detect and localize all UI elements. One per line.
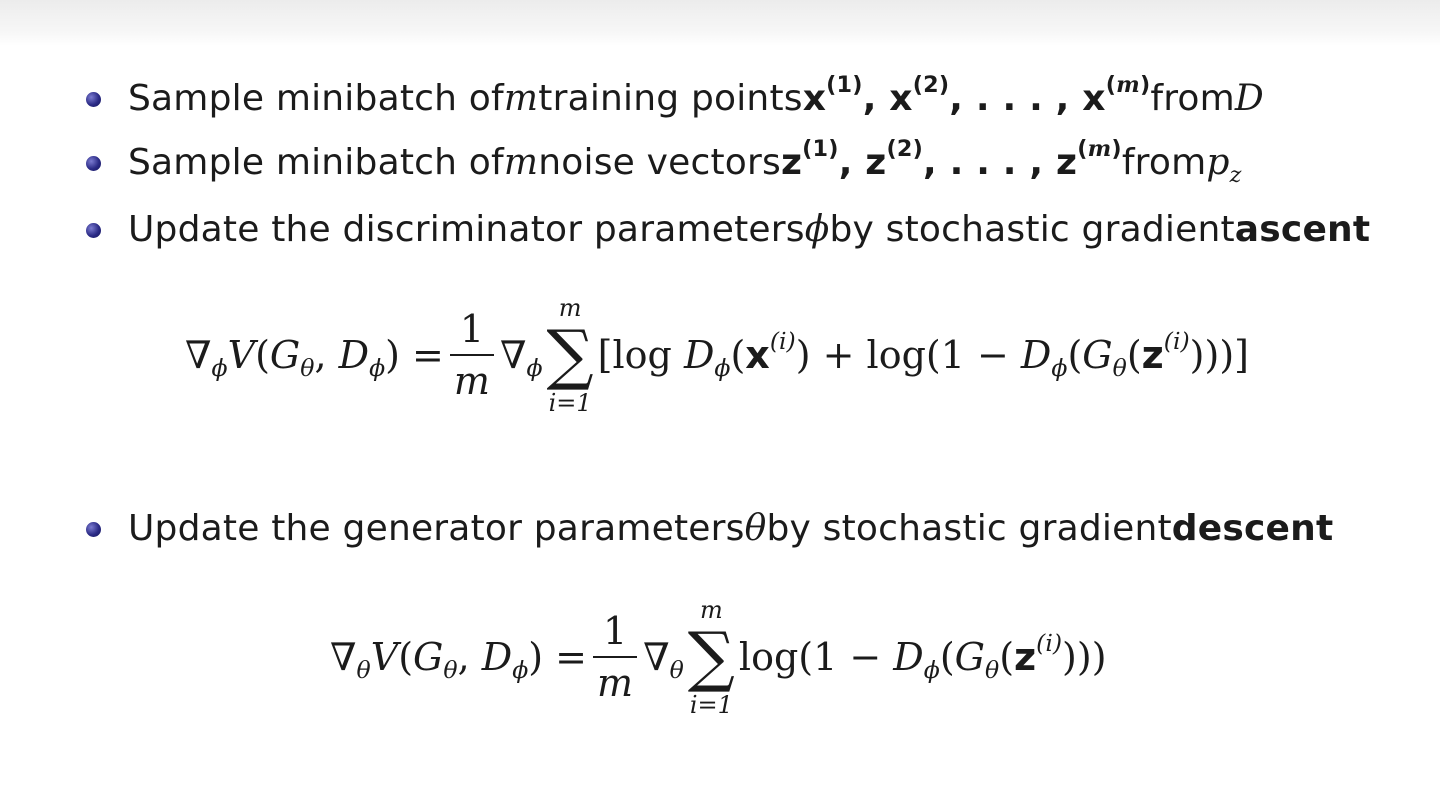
fraction-denominator: m	[593, 656, 637, 702]
bullet-dot-icon	[86, 156, 101, 171]
bullet-dot-icon	[86, 522, 101, 537]
bullet-suffix: from	[1150, 78, 1235, 119]
sum-lower-limit: i=1	[689, 690, 733, 719]
training-points-math: $x^{(1)}$, $x^{(2)}$, . . . , $x^{(m)}$	[802, 72, 1151, 119]
slide-top-shadow	[0, 0, 1440, 46]
bullet-dot-icon	[86, 92, 101, 107]
noise-distribution-symbol	[1206, 142, 1242, 188]
summation	[547, 296, 594, 415]
bullet-middle: by stochastic gradient	[829, 209, 1235, 250]
bullet-item-update-discriminator	[86, 209, 1370, 250]
variable-theta: θ	[744, 508, 767, 549]
noise-distribution-p: p	[1206, 142, 1230, 183]
dataset-symbol: D	[1234, 78, 1264, 119]
sum-upper-limit: m	[699, 596, 723, 624]
sigma-symbol: ∑	[687, 618, 735, 695]
fraction-numerator: 1	[459, 307, 484, 352]
bullet-middle: noise vectors	[538, 142, 781, 183]
generator-gradient-equation	[330, 598, 1107, 717]
emphasis-descent: descent	[1171, 508, 1334, 549]
bullet-middle: by stochastic gradient	[766, 508, 1172, 549]
noise-vectors-math: $z^{(1)}$, $z^{(2)}$, . . . , $z^{(m)}$	[781, 136, 1122, 183]
fraction-numerator: 1	[602, 609, 628, 654]
fraction-one-over-m	[450, 307, 494, 404]
bullet-dot-icon	[86, 223, 101, 238]
bullet-suffix: from	[1121, 142, 1207, 183]
summation	[688, 598, 735, 717]
noise-distribution-sub: z	[1229, 161, 1242, 188]
bullet-item-sample-noise	[86, 136, 1242, 188]
variable-m: m	[503, 142, 539, 183]
sum-lower-limit: i=1	[548, 388, 592, 417]
gradient-operator: $\nabla_\theta$	[643, 635, 684, 685]
bullet-prefix: Sample minibatch of	[128, 142, 504, 183]
equation-lhs: $\nabla_\theta V(G_\theta$, $D_\phi$) =	[330, 635, 588, 685]
emphasis-ascent: ascent	[1234, 209, 1371, 250]
variable-phi: ϕ	[804, 209, 830, 250]
sigma-symbol: ∑	[546, 316, 594, 393]
equation-body: [log $D_\phi(x^{(i)}) + \log(1 - D_\phi(G_\theta(z^{(i)})))$]	[597, 327, 1249, 383]
bullet-prefix: Sample minibatch of	[128, 78, 504, 119]
bullet-prefix: Update the discriminator parameters	[128, 209, 805, 250]
fraction-one-over-m	[593, 609, 637, 706]
equation-lhs: $\nabla_\phi V(G_\theta$, $D_\phi$) =	[185, 333, 444, 383]
variable-m: m	[503, 78, 539, 119]
fraction-denominator: m	[450, 354, 494, 400]
bullet-middle: training points	[538, 78, 803, 119]
gradient-operator: $\nabla_\phi$	[499, 333, 543, 383]
bullet-item-update-generator	[86, 508, 1333, 549]
bullet-item-sample-data	[86, 72, 1264, 119]
sum-upper-limit: m	[558, 294, 582, 322]
bullet-prefix: Update the generator parameters	[128, 508, 745, 549]
discriminator-gradient-equation	[185, 296, 1249, 415]
equation-body: $\log(1 - D_\phi(G_\theta(z^{(i)})))$	[738, 629, 1107, 685]
